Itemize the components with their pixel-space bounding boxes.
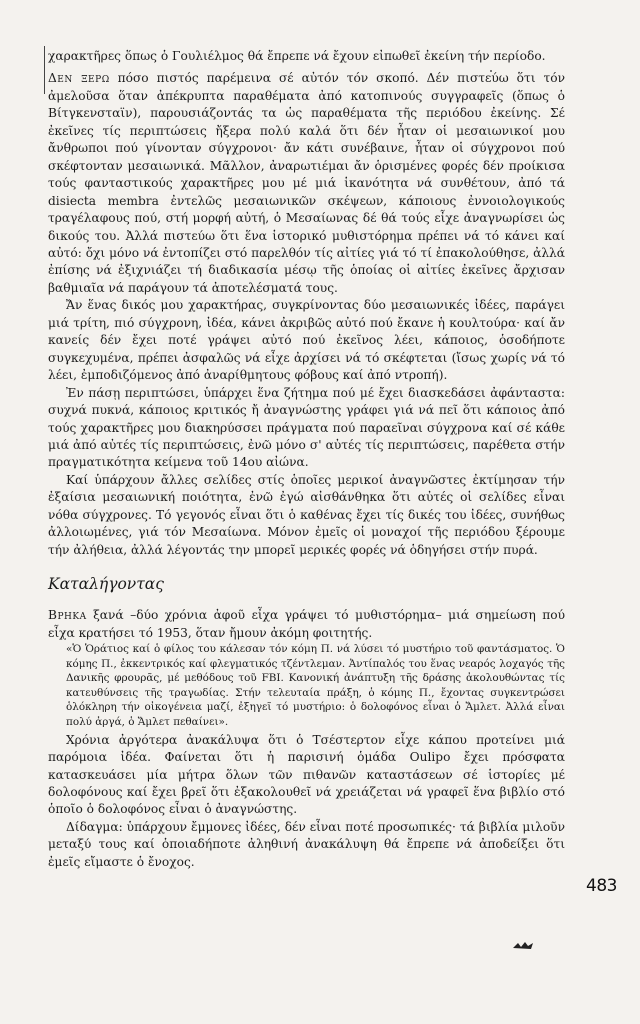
paragraph [48,385,565,472]
paragraph [48,70,565,297]
margin-rule [44,46,45,94]
paragraph-text: Ἄν ἕνας δικός μου χαρακτήρας, συγκρίνοντας δύο μεσαιωνικές ἰδέες, παράγει μιά τρίτη, πιό σύγχρονη, ἰδέα, κάνει ἀκριβῶς αὐτό πού ἔκανε ἡ κουλτούρα· καί ἄν κανείς δέν ἔχει ποτέ γράψει αὐτό πού ἐκεῖνος λέει, κάποιος, ὁσοδήποτε συγκεχυμένα, πρέπει ἀσφαλῶς νά εἶχε ἀρχίσει νά τό σκέφτεται (ἴσως χωρίς νά τό λέει, ἐμποδιζόμενος ἀπό ἀναρίθμητους φόβους καί ἀπό ντροπή). [48,298,565,383]
paragraph-text: Δίδαγμα: ὑπάρχουν ἔμμονες ἰδέες, δέν εἶναι ποτέ προσωπικές· τά βιβλία μιλοῦν μεταξύ τους καί ὁποιαδήποτε ἀληθινή ἀνακάλυψη θά ἔπρεπε νά ἀποδείξει ὅτι ἐμεῖς εἴμαστε ὁ ἔνοχος. [48,819,565,869]
paragraph-lead: Βρηκα [48,608,87,623]
paragraph [48,732,565,819]
body-text [48,48,565,871]
paragraph-text: Ἐν πάσῃ περιπτώσει, ὑπάρχει ἕνα ζήτημα πού μέ ἔχει διασκεδάσει ἀφάνταστα: συχνά πυκνά, κάποιος κριτικός ἤ ἀναγνώστης γράφει γιά νά πεῖ ὅτι κάποιος ἀπό τούς χαρακτῆρες μου διακηρύσσει πράγματα πού παραεῖναι σύγχρονα καί σέ κάθε μιά ἀπό αὐτές τίς περιπτώσεις, ἐνῶ μόνο σ' αὐτές τίς περιπτώσεις, παρέθετα στήν πραγματικότητα κείμενα τοῦ 14ου αἰώνα. [48,385,565,470]
paragraph [48,819,565,871]
printer-mark-icon [512,941,534,950]
section-paragraph [48,607,565,642]
paragraph-continuation [48,48,565,65]
page-number: 483 [586,876,617,896]
paragraph [48,297,565,384]
section-heading: Καταλήγοντας [48,575,164,594]
paragraph-text: πόσο πιστός παρέμεινα σέ αὐτόν τόν σκοπό. Δέν πιστεύω ὅτι τόν ἀμελοῦσα ὅταν ἀπέκρυπτα παραθέματα ἀπό κατοπινούς συγγραφεῖς (ὅπως ὁ Βίτγκενσταϊν), παρουσιάζοντάς τα ὡς παραθέματα τῆς περιόδου ἐκείνης. Σέ ἐκεῖνες τίς περιπτώσεις ἤξερα πολύ καλά ὅτι δέν ἦταν οἱ μεσαιωνικοί μου ἄνθρωποι πού γίνονταν σύγχρονοι· ἄν κάτι συνέβαινε, ἦταν οἱ σύγχρονοι πού σκέφτονταν μεσαιωνικά. Μᾶλλον, ἀναρωτιέμαι ἄν ὁρισμένες φορές δέν προίκισα τούς φανταστικούς χαρακτῆρες μου μέ μιά ἱκανότητα νά συνθέτουν, ἀπό τά disiecta membra ἐντελῶς μεσαιωνικῶν σκέψεων, κάποιους ἐννοιολογικούς τραγέλαφους πού, στή μορφή αὐτή, ὁ Μεσαίωνας δέ θά τούς εἶχε ἀναγνωρίσει ὡς δικούς του. Ἀλλά πιστεύω ὅτι ἕνα ἱστορικό μυθιστόρημα πρέπει νά τό κάνει καί αὐτό: ὄχι μόνο νά ἐντοπίζει στό παρελθόν τίς αἰτίες γιά τό τί ἐπακολούθησε, ἀλλά ἐπίσης νά ἐξιχνιάζει τή διαδικασία μέσῳ τῆς ὁποίας οἱ αἰτίες ἐκεῖνες ἄρχισαν βαθμιαῖα νά παράγουν τά ἀποτελέσματά τους. [48,71,565,295]
paragraph-text: Χρόνια ἀργότερα ἀνακάλυψα ὅτι ὁ Τσέστερτον εἶχε κάπου προτείνει μιά παρόμοια ἰδέα. Φαίνεται ὅτι ἡ παρισινή ὁμάδα Oulipo ἔχει πρόσφατα κατασκευάσει μία μήτρα ὅλων τῶν πιθανῶν καταστάσεων σέ ἱστορίες μέ δολοφόνους καί ἔχει βρεῖ ὅτι ἐξακολουθεῖ νά χρειάζεται νά γραφεῖ ἕνα βιβλίο στό ὁποῖο ὁ δολοφόνος εἶναι ὁ ἀναγνώστης. [48,732,565,817]
paragraph-text: χαρακτῆρες ὅπως ὁ Γουλιέλμος θά ἔπρεπε νά ἔχουν εἰπωθεῖ ἐκείνη τήν περίοδο. [48,49,546,63]
paragraph-text: Καί ὑπάρχουν ἄλλες σελίδες στίς ὁποῖες μερικοί ἀναγνῶστες ἐκτίμησαν τήν ἐξαίσια μεσαιωνική ποιότητα, ἐνῶ ἐγώ αἰσθάνθηκα ὅτι αὐτές οἱ σελίδες εἶναι νόθα σύγχρονες. Τό γεγονός εἶναι ὅτι ὁ καθένας ἔχει τίς δικές του ἰδέες, συνήθως ἀλλοιωμένες, γιά τόν Μεσαίωνα. Μόνον ἐμεῖς οἱ μοναχοί τῆς περιόδου ξέρουμε τήν ἀλήθεια, ἀλλά λέγοντάς την μπορεῖ μερικές φορές νά ὁδηγήσει στήν πυρά. [48,472,565,557]
paragraph [48,472,565,559]
paragraph-text: ξανά –δύο χρόνια ἀφοῦ εἶχα γράψει τό μυθιστόρημα– μιά σημείωση πού εἶχα κρατήσει τό 1953, ὅταν ἤμουν ἀκόμη φοιτητής. [48,608,565,640]
block-quote: «Ὁ Ὁράτιος καί ὁ φίλος του κάλεσαν τόν κόμη Π. νά λύσει τό μυστήριο τοῦ φαντάσματος. Ὁ κόμης Π., ἐκκεντρικός καί φλεγματικός τζέντλεμαν. Ἀντίπαλός του ἕνας νεαρός λοχαγός τῆς Δανικῆς φρουρᾶς, μέ μεθόδους τοῦ FBI. Κανονική ἀνάπτυξη τῆς δράσης ἀκολουθώντας τίς κατευθύνσεις τῆς τραγωδίας. Στήν τελευταία πράξη, ὁ κόμης Π., ἔχοντας συγκεντρώσει ὁλόκληρη τήν οἰκογένεια μαζί, ἐξηγεῖ τό μυστήριο: ὁ δολοφόνος εἶναι ὁ Ἄμλετ. Ἀλλά εἶναι πολύ ἀργά, ὁ Ἄμλετ πεθαίνει». [66,643,565,729]
paragraph-lead: Δεν ξερω [48,71,110,86]
